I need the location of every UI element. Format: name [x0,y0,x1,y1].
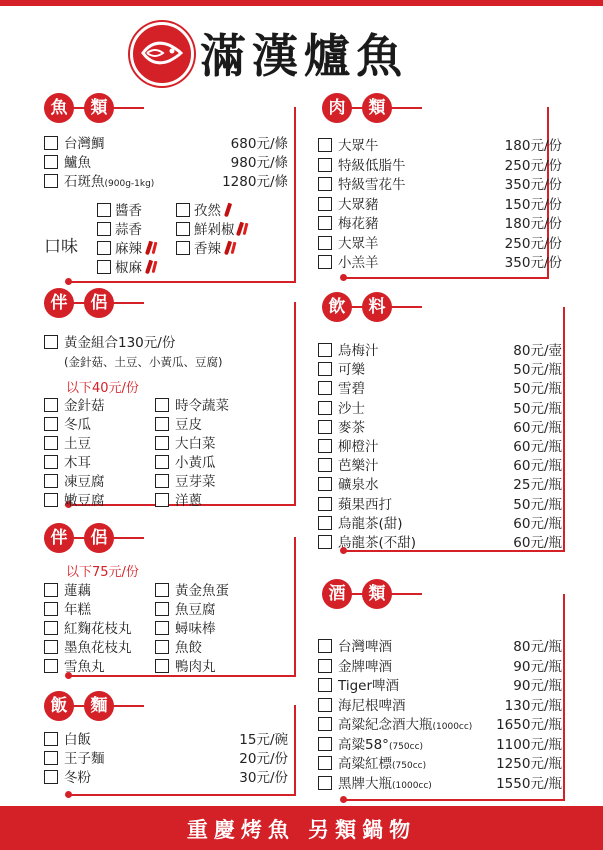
rice-section-title [44,691,144,721]
checkbox[interactable] [318,343,332,357]
checkbox[interactable] [318,420,332,434]
item-price: 90元/瓶 [513,658,562,675]
menu-item[interactable] [318,658,562,676]
menu-item[interactable] [318,515,562,533]
item-name [338,534,416,552]
item-name-text: 大眾羊 [338,235,379,252]
item-price: 15元/碗 [239,732,288,748]
item-name-text: 特級雪花牛 [338,177,406,193]
item-price: 30元/份 [239,770,288,786]
menu-item[interactable] [318,196,562,214]
section-char: 魚 [44,93,74,123]
flavor-option[interactable] [97,259,175,277]
checkbox[interactable] [318,756,332,770]
item-name: 冬瓜 [64,417,91,433]
menu-item[interactable] [318,677,562,695]
item-name [64,154,91,172]
checkbox[interactable] [44,436,58,450]
item-name: 豆皮 [175,417,202,433]
item-name: 蓮藕 [64,583,91,599]
item-price: 250元/份 [504,157,562,174]
checkbox[interactable] [44,417,58,431]
section-char: 伴 [44,523,74,553]
checkbox[interactable] [318,439,332,453]
menu-item[interactable] [318,215,562,233]
item-name [338,137,379,155]
menu-item[interactable] [318,254,562,272]
item-price: 350元/份 [504,255,562,271]
item-name [64,750,105,768]
item-name [338,380,365,398]
flavor-name: 孜然 [194,203,221,219]
item-name: 時令蔬菜 [175,398,229,414]
checkbox[interactable] [44,474,58,488]
item-price: 1550元/瓶 [496,775,562,792]
item-note: (750cc) [388,741,424,752]
item-name-text: 柳橙汁 [338,439,379,455]
menu-item[interactable] [155,658,265,676]
checkbox[interactable] [318,197,332,211]
checkbox[interactable] [155,621,169,635]
footer-banner [0,806,603,850]
menu-item[interactable] [318,438,562,456]
checkbox[interactable] [44,732,58,746]
item-name [338,419,365,437]
menu-item[interactable] [318,496,562,514]
menu-item[interactable] [318,380,562,398]
item-name-text: 特級低脂牛 [338,157,406,174]
item-name [64,769,91,787]
menu-item[interactable] [155,582,265,600]
menu-item[interactable] [318,638,562,656]
item-note: (1000cc) [392,780,432,791]
checkbox[interactable] [318,216,332,230]
item-name [338,638,392,656]
section-char: 侶 [84,523,114,553]
item-name: 嫩豆腐 [64,493,105,509]
item-name [338,342,379,360]
checkbox[interactable] [44,640,58,654]
item-price: 350元/份 [504,177,562,193]
item-name-text: 烏龍茶(不甜) [338,535,417,551]
section-char: 類 [84,93,114,123]
menu-item[interactable] [44,492,154,510]
item-name-text: 鱸魚 [64,155,91,171]
checkbox[interactable] [44,583,58,597]
item-price: 90元/瓶 [513,678,562,694]
item-name [338,215,379,233]
footer-slogan: 重慶烤魚 另類鍋物 [186,818,417,842]
checkbox[interactable] [44,335,58,349]
item-note: (750cc) [392,761,427,771]
menu-item[interactable] [318,534,562,552]
item-name [338,254,379,272]
item-name [338,157,406,175]
item-name-text: 大眾牛 [338,138,379,154]
item-name: 魚豆腐 [175,602,216,618]
checkbox[interactable] [155,659,169,673]
side2-section-title [44,523,144,553]
checkbox[interactable] [176,203,190,217]
item-note: (1000cc) [432,722,473,732]
flavor-option[interactable] [176,202,254,220]
item-name [338,476,379,494]
fish-section-title [44,93,144,123]
side2-price-note: 以下75元/份 [66,565,139,580]
menu-item[interactable] [155,435,265,453]
item-name [338,677,399,695]
section-char: 飲 [322,292,352,322]
menu-item[interactable] [44,750,288,768]
item-name [338,736,423,756]
item-name-text: 高粱紀念酒大瓶 [338,717,433,733]
item-price: 1250元/瓶 [496,756,562,772]
item-price: 50元/瓶 [513,400,562,417]
checkbox[interactable] [176,241,190,255]
item-price: 130元/瓶 [504,697,562,714]
combo-name: 黃金組合130元/份 [64,335,176,351]
checkbox[interactable] [97,241,111,255]
section-char: 料 [362,292,392,322]
menu-item[interactable] [318,137,562,155]
item-price: 1650元/瓶 [496,717,562,733]
checkbox[interactable] [318,776,332,790]
checkbox[interactable] [318,255,332,269]
menu-item[interactable] [318,235,562,253]
checkbox[interactable] [44,493,58,507]
menu-item[interactable] [318,400,562,418]
checkbox[interactable] [318,458,332,472]
side1-price-note: 以下40元/份 [66,381,139,396]
checkbox[interactable] [318,362,332,376]
checkbox[interactable] [318,678,332,692]
item-price: 680元/條 [230,136,288,152]
checkbox[interactable] [318,138,332,152]
checkbox[interactable] [155,493,169,507]
flavor-name: 蒜香 [115,222,142,238]
item-name-text: 石斑魚 [64,174,105,190]
item-name-text: 礦泉水 [338,477,379,494]
menu-item[interactable] [318,775,562,793]
item-name: 鴨肉丸 [175,659,216,675]
menu-item[interactable] [155,416,265,434]
section-char: 類 [362,93,392,123]
flavor-name: 醬香 [115,203,142,219]
menu-item[interactable] [318,476,562,494]
item-price: 180元/份 [504,138,562,154]
drinks-section-title [322,292,422,322]
item-name [338,697,406,715]
menu-item[interactable] [155,397,265,415]
checkbox[interactable] [44,174,58,188]
checkbox[interactable] [44,770,58,784]
item-name-text: 高粱58° [338,736,389,753]
item-price: 25元/瓶 [513,477,562,494]
item-name-text: 可樂 [338,362,365,379]
item-price: 1100元/瓶 [496,736,562,753]
checkbox[interactable] [155,417,169,431]
menu-item[interactable] [318,157,562,175]
menu-item[interactable] [44,731,288,749]
menu-item[interactable] [44,769,288,787]
menu-item[interactable] [155,473,265,491]
item-name-text: Tiger啤酒 [338,678,400,694]
checkbox[interactable] [318,639,332,653]
checkbox[interactable] [318,717,332,731]
item-name [338,775,432,795]
item-name-text: 白飯 [64,732,91,748]
checkbox[interactable] [44,602,58,616]
menu-item[interactable] [44,435,154,453]
item-name-text: 雪碧 [338,381,365,398]
checkbox[interactable] [155,474,169,488]
flavor-option[interactable] [176,221,254,239]
item-name [64,135,105,153]
item-name-text: 芭樂汁 [338,458,379,475]
menu-item[interactable] [155,639,265,657]
menu-item[interactable] [155,601,265,619]
section-char: 飯 [44,691,74,721]
fish-logo-icon [130,22,194,86]
menu-item[interactable] [318,342,562,360]
item-name [338,515,403,533]
side1-section-title [44,288,144,318]
item-name: 木耳 [64,455,91,471]
item-name-text: 烏梅汁 [338,343,379,359]
checkbox[interactable] [155,602,169,616]
restaurant-title: 滿漢爐魚 [200,29,408,83]
item-name [338,716,472,736]
item-name-text: 金牌啤酒 [338,658,392,675]
item-name-text: 王子麵 [64,751,105,767]
menu-item[interactable] [44,135,288,153]
checkbox[interactable] [97,222,111,236]
menu-item[interactable] [318,697,562,715]
item-price: 60元/瓶 [513,439,562,455]
item-price: 80元/壺 [513,343,562,359]
item-name [64,173,154,193]
meat-section-title [322,93,422,123]
item-name-text: 黑牌大瓶 [338,775,392,792]
item-name: 大白菜 [175,436,216,452]
menu-item[interactable] [155,620,265,638]
item-price: 60元/瓶 [513,419,562,436]
menu-item[interactable] [155,492,265,510]
checkbox[interactable] [44,455,58,469]
item-name-text: 沙士 [338,400,365,417]
menu-item[interactable] [44,601,154,619]
combo-item[interactable] [44,334,284,352]
item-name: 雪魚丸 [64,659,105,675]
checkbox[interactable] [155,640,169,654]
checkbox[interactable] [318,737,332,751]
alcohol-section-title [322,579,422,609]
item-name [338,438,379,456]
menu-item[interactable] [318,419,562,437]
checkbox[interactable] [97,260,111,274]
checkbox[interactable] [318,497,332,511]
menu-item[interactable] [44,416,154,434]
item-name [338,400,365,418]
item-name: 墨魚花枝丸 [64,640,132,656]
checkbox[interactable] [318,659,332,673]
flavor-name: 香辣 [194,241,221,257]
item-price: 60元/瓶 [513,515,562,532]
section-char: 酒 [322,579,352,609]
flavor-option[interactable] [97,240,175,258]
checkbox[interactable] [318,381,332,395]
item-name-text: 海尼根啤酒 [338,697,406,714]
item-name: 凍豆腐 [64,474,105,490]
item-name [64,731,91,749]
item-price: 50元/瓶 [513,381,562,398]
item-name [338,361,365,379]
checkbox[interactable] [155,455,169,469]
menu-item[interactable] [44,582,154,600]
item-name-text: 高粱紅標 [338,756,392,772]
item-name: 洋蔥 [175,493,202,509]
item-name [338,658,392,676]
combo-detail: (金針菇、土豆、小黃瓜、豆腐) [64,355,223,369]
item-note: (900g-1kg) [104,179,155,189]
item-price: 60元/瓶 [513,535,562,551]
header [0,6,603,88]
checkbox[interactable] [318,401,332,415]
checkbox[interactable] [318,477,332,491]
item-name-text: 大眾豬 [338,196,379,213]
menu-item[interactable] [318,361,562,379]
item-name [338,496,392,514]
item-name [338,457,379,475]
item-name [338,176,406,194]
section-char: 肉 [322,93,352,123]
section-char: 類 [362,579,392,609]
section-char: 伴 [44,288,74,318]
checkbox[interactable] [318,535,332,549]
item-name-text: 烏龍茶(甜) [338,515,403,532]
flavor-option[interactable] [176,240,254,258]
item-name-text: 台灣啤酒 [338,639,392,655]
checkbox[interactable] [155,398,169,412]
item-price: 150元/份 [504,196,562,213]
section-char: 麵 [84,691,114,721]
item-name: 魚餃 [175,640,202,656]
checkbox[interactable] [318,177,332,191]
menu-item[interactable] [44,397,154,415]
item-name: 豆芽菜 [175,474,216,490]
item-price: 20元/份 [239,751,288,767]
item-price: 50元/瓶 [513,496,562,513]
item-price: 250元/份 [504,235,562,252]
item-name-text: 冬粉 [64,770,91,786]
item-price: 80元/瓶 [513,639,562,655]
menu-item[interactable] [44,154,288,172]
menu-item[interactable] [318,716,562,734]
menu-item[interactable] [318,755,562,773]
flavor-option[interactable] [97,221,175,239]
menu-item[interactable] [44,173,288,191]
checkbox[interactable] [318,516,332,530]
item-name [338,196,379,214]
checkbox[interactable] [176,222,190,236]
menu-item[interactable] [44,620,154,638]
item-name: 紅麴花枝丸 [64,621,132,637]
checkbox[interactable] [318,698,332,712]
item-name-text: 梅花豬 [338,216,379,232]
item-name: 小黃瓜 [175,455,216,471]
checkbox[interactable] [44,659,58,673]
checkbox[interactable] [44,155,58,169]
item-name: 年糕 [64,602,91,618]
item-name-text: 小羔羊 [338,255,379,271]
flavor-option[interactable] [97,202,175,220]
menu-item[interactable] [318,176,562,194]
menu-item[interactable] [44,658,154,676]
item-price: 50元/瓶 [513,362,562,379]
item-name: 蟳味棒 [175,621,216,637]
checkbox[interactable] [318,236,332,250]
item-price: 980元/條 [230,155,288,171]
flavor-name: 椒麻 [115,260,142,276]
item-name [338,755,426,775]
checkbox[interactable] [44,398,58,412]
flavor-name: 麻辣 [115,241,142,257]
menu-item[interactable] [44,454,154,472]
checkbox[interactable] [318,158,332,172]
menu-item[interactable] [155,454,265,472]
item-name-text: 蘋果西打 [338,496,392,513]
checkbox[interactable] [44,136,58,150]
section-char: 侶 [84,288,114,318]
checkbox[interactable] [44,751,58,765]
item-name-text: 麥茶 [338,419,365,436]
flavor-label: 口味 [44,237,78,257]
item-name: 金針菇 [64,398,105,414]
item-name [338,235,379,253]
menu-item[interactable] [318,457,562,475]
checkbox[interactable] [155,436,169,450]
checkbox[interactable] [44,621,58,635]
chili-icon [224,203,232,218]
menu-item[interactable] [318,736,562,754]
item-name: 土豆 [64,436,91,452]
flavor-name: 鮮剁椒 [194,222,235,238]
checkbox[interactable] [155,583,169,597]
item-name-text: 台灣鯛 [64,136,105,152]
item-price: 60元/瓶 [513,458,562,475]
menu-item[interactable] [44,639,154,657]
checkbox[interactable] [97,203,111,217]
item-price: 1280元/條 [222,174,288,190]
menu-item[interactable] [44,473,154,491]
item-name: 黃金魚蛋 [175,583,229,599]
item-price: 180元/份 [504,216,562,232]
